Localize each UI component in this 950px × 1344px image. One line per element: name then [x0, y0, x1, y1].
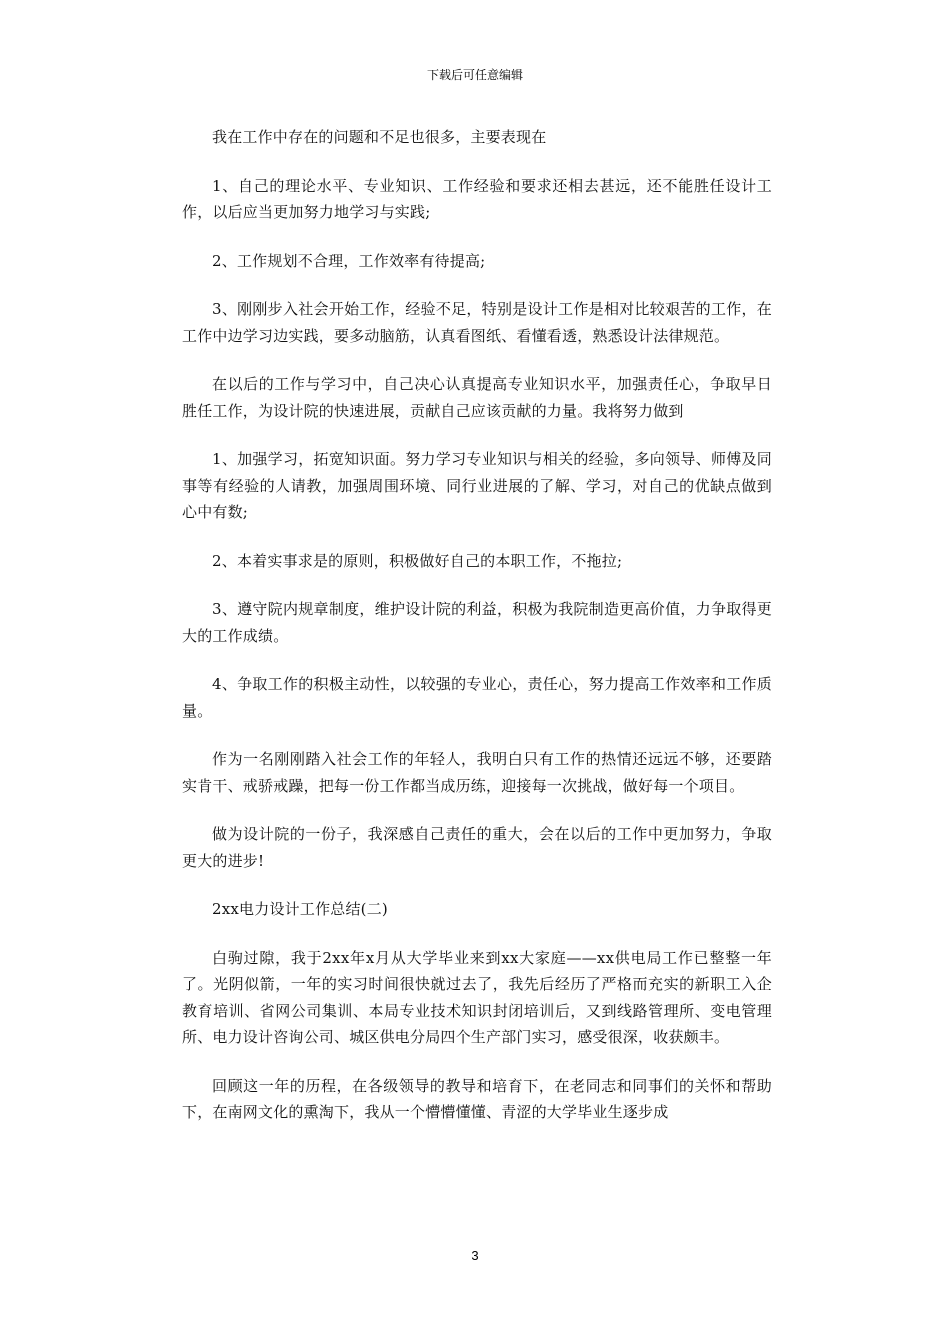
paragraph: 在以后的工作与学习中，自己决心认真提高专业知识水平，加强责任心，争取早日胜任工作，为设计院的快速进展，贡献自己应该贡献的力量。我将努力做到 — [182, 375, 772, 420]
paragraph: 作为一名刚刚踏入社会工作的年轻人，我明白只有工作的热情还远远不够，还要踏实肯干、戒骄戒躁，把每一份工作都当成历练，迎接每一次挑战，做好每一个项目。 — [182, 750, 772, 795]
paragraph: 1、加强学习，拓宽知识面。努力学习专业知识与相关的经验，多向领导、师傅及同事等有经验的人请教，加强周围环境、同行业进展的了解、学习，对自己的优缺点做到心中有数; — [182, 450, 772, 521]
paragraph: 回顾这一年的历程，在各级领导的教导和培育下，在老同志和同事们的关怀和帮助下，在南网文化的熏淘下，我从一个懵懵懂懂、青涩的大学毕业生逐步成 — [182, 1076, 772, 1121]
paragraph: 2、本着实事求是的原则，积极做好自己的本职工作，不拖拉; — [212, 551, 623, 570]
paragraph: 2、工作规划不合理，工作效率有待提高; — [212, 251, 486, 270]
page-header-note: 下载后可任意编辑 — [426, 68, 523, 82]
paragraph: 1、自己的理论水平、专业知识、工作经验和要求还相去甚远，还不能胜任设计工作，以后应当更加努力地学习与实践; — [182, 176, 772, 221]
paragraph: 4、争取工作的积极主动性，以较强的专业心，责任心，努力提高工作效率和工作质量。 — [182, 675, 772, 720]
document-body — [182, 124, 772, 1148]
paragraph: 我在工作中存在的问题和不足也很多，主要表现在 — [212, 128, 547, 146]
paragraph: 3、遵守院内规章制度，维护设计院的利益，积极为我院制造更高价值，力争取得更大的工作成绩。 — [182, 600, 772, 645]
section-heading: 2xx电力设计工作总结(二) — [212, 900, 388, 918]
paragraph: 白驹过隙，我于2xx年x月从大学毕业来到xx大家庭——xx供电局工作已整整一年了。光阴似箭，一年的实习时间很快就过去了，我先后经历了严格而充实的新职工入企教育培训、省网公司集训、本局专业技术知识封闭培训后，又到线路管理所、变电管理所、电力设计咨询公司、城区供电分局四个生产部门实习，感受很深，收获颇丰。 — [182, 948, 772, 1046]
page-number: 3 — [471, 1248, 479, 1263]
paragraph: 3、刚刚步入社会开始工作，经验不足，特别是设计工作是相对比较艰苦的工作，在工作中边学习边实践，要多动脑筋，认真看图纸、看懂看透，熟悉设计法律规范。 — [182, 300, 772, 345]
paragraph: 做为设计院的一份子，我深感自己责任的重大，会在以后的工作中更加努力，争取更大的进步! — [182, 825, 772, 870]
